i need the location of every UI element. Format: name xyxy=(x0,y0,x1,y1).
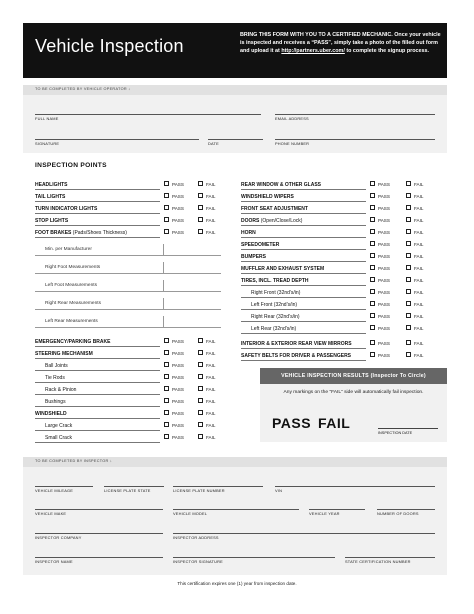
row-headlights: HEADLIGHTS PASS FAIL xyxy=(35,182,216,188)
result-pass[interactable]: PASS xyxy=(272,415,312,431)
tail-lights-pass-checkbox[interactable] xyxy=(164,193,169,198)
steering-fail-checkbox[interactable] xyxy=(198,350,203,355)
footer-note: This certification expires one (1) year from inspection date. xyxy=(177,581,297,586)
wipers-fail-checkbox[interactable] xyxy=(406,193,411,198)
inspector-name-field[interactable]: INSPECTOR NAME xyxy=(35,557,163,567)
row-speedometer: SPEEDOMETER PASS FAIL xyxy=(241,242,424,248)
result-fail[interactable]: FAIL xyxy=(318,415,351,431)
inspection-points-title: INSPECTION POINTS xyxy=(35,162,107,169)
tires-fail-checkbox[interactable] xyxy=(406,277,411,282)
right-foot-measurement-field[interactable]: Right Foot Measurements xyxy=(35,262,221,274)
row-rack-pinion: Rack & Pinion PASS FAIL xyxy=(35,386,225,395)
left-foot-measurement-field[interactable]: Left Foot Measurements xyxy=(35,280,221,292)
plate-number-field[interactable]: LICENSE PLATE NUMBER xyxy=(173,486,263,496)
partners-link[interactable]: http://partners.uber.com/ xyxy=(281,48,345,54)
row-mirrors: INTERIOR & EXTERIOR REAR VIEW MIRRORS PASS FAIL xyxy=(241,341,424,347)
speedometer-pass-checkbox[interactable] xyxy=(370,241,375,246)
vin-field[interactable]: VIN xyxy=(275,486,435,496)
vehicle-model-field[interactable]: VEHICLE MODEL xyxy=(173,509,299,519)
tire-right-rear-pass-checkbox[interactable] xyxy=(370,313,375,318)
results-note: Any markings on the “FAIL” side will automatically fail inspection. xyxy=(283,390,424,395)
windshield-pass-checkbox[interactable] xyxy=(164,410,169,415)
results-heading: VEHICLE INSPECTION RESULTS (Inspector To Circle) xyxy=(260,368,447,384)
row-turn-indicator: TURN INDICATOR LIGHTS PASS FAIL xyxy=(35,206,216,212)
row-tires: TIRES, INCL. TREAD DEPTH PASS FAIL xyxy=(241,278,424,284)
row-tire-right-front: Right Front (32nd’s/in) PASS FAIL xyxy=(241,289,447,298)
row-windshield: WINDSHIELD PASS FAIL xyxy=(35,411,216,417)
large-crack-fail-checkbox[interactable] xyxy=(198,422,203,427)
row-tire-left-rear: Left Rear (32nd’s/in) PASS FAIL xyxy=(241,325,447,334)
doors-fail-checkbox[interactable] xyxy=(406,217,411,222)
mirrors-pass-checkbox[interactable] xyxy=(370,340,375,345)
row-tire-left-front: Left Front (32nd’s/in) PASS FAIL xyxy=(241,301,447,310)
bushings-pass-checkbox[interactable] xyxy=(164,398,169,403)
row-steering: STEERING MECHANISM PASS FAIL xyxy=(35,351,216,357)
left-rear-measurement-field[interactable]: Left Rear Measurements xyxy=(35,316,221,328)
emergency-brake-fail-checkbox[interactable] xyxy=(198,338,203,343)
row-tire-right-rear: Right Rear (32nd’s/in) PASS FAIL xyxy=(241,313,447,322)
seatbelts-fail-checkbox[interactable] xyxy=(406,352,411,357)
row-small-crack: Small Crack PASS FAIL xyxy=(35,434,225,443)
inspection-date-field[interactable]: INSPECTION DATE xyxy=(378,428,438,429)
turn-indicator-fail-checkbox[interactable] xyxy=(198,205,203,210)
vehicle-make-field[interactable]: VEHICLE MAKE xyxy=(35,509,163,519)
right-rear-measurement-field[interactable]: Right Rear Measurements xyxy=(35,298,221,310)
horn-fail-checkbox[interactable] xyxy=(406,229,411,234)
row-muffler: MUFFLER AND EXHAUST SYSTEM PASS FAIL xyxy=(241,266,424,272)
tire-right-rear-fail-checkbox[interactable] xyxy=(406,313,411,318)
steering-pass-checkbox[interactable] xyxy=(164,350,169,355)
date-field[interactable]: DATE xyxy=(208,139,263,149)
row-tail-lights: TAIL LIGHTS PASS FAIL xyxy=(35,194,216,200)
small-crack-pass-checkbox[interactable] xyxy=(164,434,169,439)
bumpers-fail-checkbox[interactable] xyxy=(406,253,411,258)
row-foot-brakes: FOOT BRAKES (Pads/Shoes Thickness) PASS FAIL xyxy=(35,230,216,236)
operator-panel xyxy=(23,85,447,153)
intro-line-2: Once your vehicle is inspected and receives a “PASS”, simply take a photo of the filled out form and upload it at xyxy=(240,32,441,54)
tire-right-front-fail-checkbox[interactable] xyxy=(406,289,411,294)
tire-left-rear-pass-checkbox[interactable] xyxy=(370,325,375,330)
row-rear-window: REAR WINDOW & OTHER GLASS PASS FAIL xyxy=(241,182,424,188)
tires-pass-checkbox[interactable] xyxy=(370,277,375,282)
rack-pinion-fail-checkbox[interactable] xyxy=(198,386,203,391)
form-title: Vehicle Inspection xyxy=(35,36,184,56)
intro-line-1: BRING THIS FORM WITH YOU TO A CERTIFIED MECHANIC. xyxy=(240,32,393,38)
min-per-manufacturer-field[interactable]: Min. per Manufacturer xyxy=(35,244,221,256)
state-certification-number-field[interactable]: STATE CERTIFICATION NUMBER xyxy=(345,557,435,567)
row-wipers: WINDSHIELD WIPERS PASS FAIL xyxy=(241,194,424,200)
stop-lights-fail-checkbox[interactable] xyxy=(198,217,203,222)
plate-state-field[interactable]: LICENSE PLATE STATE xyxy=(104,486,164,496)
rear-window-pass-checkbox[interactable] xyxy=(370,181,375,186)
inspector-company-field[interactable]: INSPECTOR COMPANY xyxy=(35,533,163,543)
seatbelts-pass-checkbox[interactable] xyxy=(370,352,375,357)
inspector-band: TO BE COMPLETED BY INSPECTOR ↓ xyxy=(23,457,447,467)
inspector-panel xyxy=(23,457,447,575)
turn-indicator-pass-checkbox[interactable] xyxy=(164,205,169,210)
row-stop-lights: STOP LIGHTS PASS FAIL xyxy=(35,218,216,224)
full-name-field[interactable]: FULL NAME xyxy=(35,114,261,124)
row-emergency-brake: EMERGENCY/PARKING BRAKE PASS FAIL xyxy=(35,339,216,345)
wipers-pass-checkbox[interactable] xyxy=(370,193,375,198)
emergency-brake-pass-checkbox[interactable] xyxy=(164,338,169,343)
windshield-fail-checkbox[interactable] xyxy=(198,410,203,415)
intro-line-3: to complete the signup process. xyxy=(346,48,430,54)
headlights-pass-checkbox[interactable] xyxy=(164,181,169,186)
tire-left-front-pass-checkbox[interactable] xyxy=(370,301,375,306)
speedometer-fail-checkbox[interactable] xyxy=(406,241,411,246)
vehicle-mileage-field[interactable]: VEHICLE MILEAGE xyxy=(35,486,93,496)
front-seat-fail-checkbox[interactable] xyxy=(406,205,411,210)
headlights-fail-checkbox[interactable] xyxy=(198,181,203,186)
tire-left-front-fail-checkbox[interactable] xyxy=(406,301,411,306)
row-horn: HORN PASS FAIL xyxy=(241,230,424,236)
row-doors: DOORS (Open/Close/Lock) PASS FAIL xyxy=(241,218,424,224)
number-of-doors-field[interactable]: NUMBER OF DOORS xyxy=(377,509,435,519)
signature-field[interactable]: SIGNATURE xyxy=(35,139,199,149)
front-seat-pass-checkbox[interactable] xyxy=(370,205,375,210)
inspector-signature-field[interactable]: INSPECTOR SIGNATURE xyxy=(173,557,335,567)
ball-joints-pass-checkbox[interactable] xyxy=(164,362,169,367)
tie-rods-fail-checkbox[interactable] xyxy=(198,374,203,379)
small-crack-fail-checkbox[interactable] xyxy=(198,434,203,439)
row-ball-joints: Ball Joints PASS FAIL xyxy=(35,362,225,371)
vehicle-year-field[interactable]: VEHICLE YEAR xyxy=(309,509,365,519)
bushings-fail-checkbox[interactable] xyxy=(198,398,203,403)
results-panel xyxy=(260,384,447,442)
ball-joints-fail-checkbox[interactable] xyxy=(198,362,203,367)
large-crack-pass-checkbox[interactable] xyxy=(164,422,169,427)
rack-pinion-pass-checkbox[interactable] xyxy=(164,386,169,391)
inspector-address-field[interactable]: INSPECTOR ADDRESS xyxy=(173,533,435,543)
tail-lights-fail-checkbox[interactable] xyxy=(198,193,203,198)
rear-window-fail-checkbox[interactable] xyxy=(406,181,411,186)
operator-band: TO BE COMPLETED BY VEHICLE OPERATOR ↓ xyxy=(23,85,447,95)
intro-text xyxy=(240,31,445,55)
row-bumpers: BUMPERS PASS FAIL xyxy=(241,254,424,260)
tire-right-front-pass-checkbox[interactable] xyxy=(370,289,375,294)
row-seatbelts: SAFETY BELTS FOR DRIVER & PASSENGERS PASS FAIL xyxy=(241,353,424,359)
foot-brakes-fail-checkbox[interactable] xyxy=(198,229,203,234)
mirrors-fail-checkbox[interactable] xyxy=(406,340,411,345)
tie-rods-pass-checkbox[interactable] xyxy=(164,374,169,379)
muffler-fail-checkbox[interactable] xyxy=(406,265,411,270)
muffler-pass-checkbox[interactable] xyxy=(370,265,375,270)
foot-brakes-pass-checkbox[interactable] xyxy=(164,229,169,234)
doors-pass-checkbox[interactable] xyxy=(370,217,375,222)
row-bushings: Bushings PASS FAIL xyxy=(35,398,225,407)
email-field[interactable]: EMAIL ADDRESS xyxy=(275,114,435,124)
horn-pass-checkbox[interactable] xyxy=(370,229,375,234)
row-front-seat: FRONT SEAT ADJUSTMENT PASS FAIL xyxy=(241,206,424,212)
bumpers-pass-checkbox[interactable] xyxy=(370,253,375,258)
phone-field[interactable]: PHONE NUMBER xyxy=(275,139,435,149)
stop-lights-pass-checkbox[interactable] xyxy=(164,217,169,222)
form-header xyxy=(23,23,447,78)
tire-left-rear-fail-checkbox[interactable] xyxy=(406,325,411,330)
row-large-crack: Large Crack PASS FAIL xyxy=(35,422,225,431)
row-tie-rods: Tie Rods PASS FAIL xyxy=(35,374,225,383)
